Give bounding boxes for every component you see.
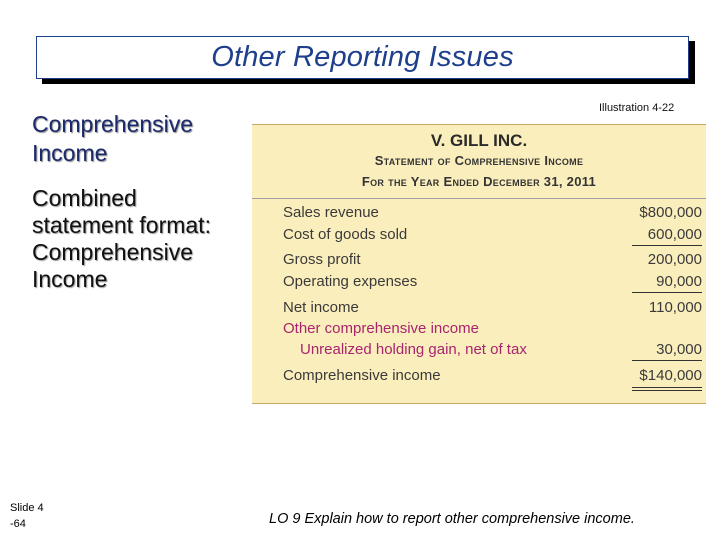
line-label-operating-expenses: Operating expenses xyxy=(283,273,418,290)
line-amount-unrealized-holding-gain: 30,000 xyxy=(656,341,702,358)
line-label-other-comprehensive-income: Other comprehensive income xyxy=(283,320,479,337)
line-label-net-income: Net income xyxy=(283,299,359,316)
line-amount-sales-revenue: $800,000 xyxy=(639,204,702,221)
learning-objective: LO 9 Explain how to report other comprehensive income. xyxy=(269,511,635,527)
slide-title: Other Reporting Issues xyxy=(211,41,514,73)
statement-title: Statement of Comprehensive Income xyxy=(374,153,584,168)
line-label-gross-profit: Gross profit xyxy=(283,251,361,268)
subtotal-rule xyxy=(632,292,702,293)
line-amount-gross-profit: 200,000 xyxy=(647,251,702,268)
line-amount-operating-expenses: 90,000 xyxy=(656,273,702,290)
company-name: V. GILL INC. xyxy=(430,131,528,150)
line-label-comprehensive-income: Comprehensive income xyxy=(283,367,441,384)
body-line: statement format: xyxy=(32,212,211,238)
double-rule-bottom xyxy=(632,390,702,391)
statement-period: For the Year Ended December 31, 2011 xyxy=(361,174,597,189)
line-label-cost-of-goods-sold: Cost of goods sold xyxy=(283,226,408,243)
body-line: Comprehensive xyxy=(32,239,194,265)
income-statement xyxy=(252,124,706,404)
line-amount-net-income: 110,000 xyxy=(648,299,702,316)
title-box xyxy=(36,36,689,79)
line-amount-comprehensive-income: $140,000 xyxy=(639,367,702,384)
heading-line: Income xyxy=(32,140,108,166)
section-heading xyxy=(32,110,242,168)
slide-number-line: -64 xyxy=(10,518,26,530)
heading-line: Comprehensive xyxy=(32,111,194,137)
illustration-label: Illustration 4-22 xyxy=(599,102,675,114)
subtotal-rule xyxy=(632,245,702,246)
statement-header xyxy=(252,125,706,195)
slide-number-line: Slide 4 xyxy=(10,502,44,514)
line-amount-cost-of-goods-sold: 600,000 xyxy=(647,226,702,243)
subtotal-rule xyxy=(632,360,702,361)
body-text xyxy=(32,185,247,293)
line-label-unrealized-holding-gain: Unrealized holding gain, net of tax xyxy=(300,341,527,358)
slide-number xyxy=(10,500,44,532)
body-line: Combined xyxy=(32,185,137,211)
double-rule-top xyxy=(632,387,702,388)
body-line: Income xyxy=(32,266,108,292)
header-divider xyxy=(252,198,706,199)
line-label-sales-revenue: Sales revenue xyxy=(283,204,379,221)
